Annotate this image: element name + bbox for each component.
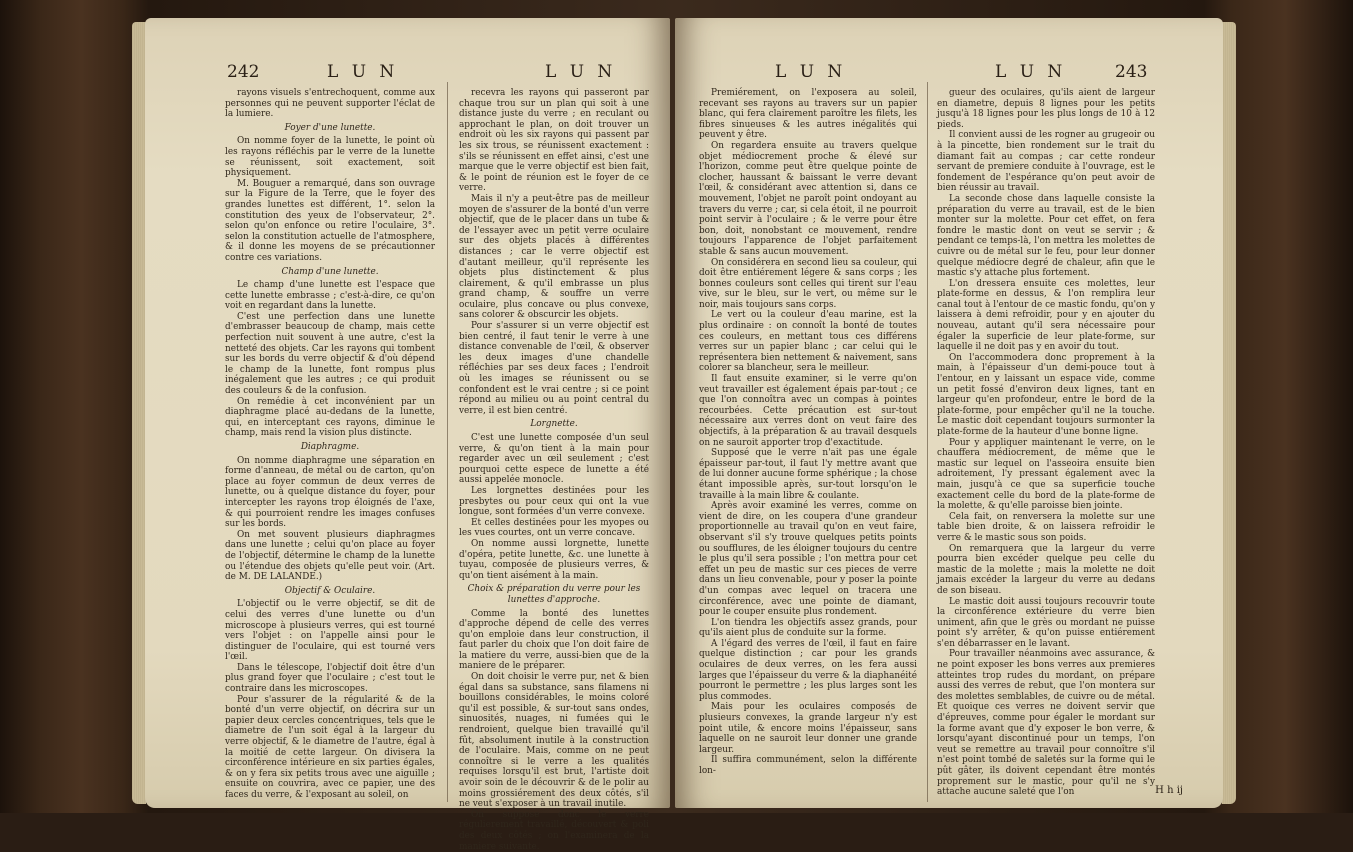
paragraph: Premiérement, on l'exposera au soleil, recevant ses rayons au travers sur un papier blanc, qui fera clairement paroître les filets, les fibres sinueuses & les autres inégalités qui peuvent y être.	[699, 88, 917, 141]
column-rule-right	[927, 82, 928, 802]
left-page-column-1	[225, 88, 435, 801]
paragraph: M. Bouguer a remarqué, dans son ouvrage sur la Figure de la Terre, que le foyer des grandes lunettes est différent, 1°. selon la constitution des yeux de l'observateur, 2°. selon qu'on enfonce ou retire l'oculaire, 3°. selon la constitution actuelle de l'atmosphere, & il donne les moyens de se précautionner contre ces variations.	[225, 178, 435, 263]
paragraph: Pour y appliquer maintenant le verre, on le chauffera médiocrement, de même que le mastic sur lequel on l'asseoira ensuite bien adroitement, l'y pressant également avec la main, jusqu'à ce que sa superficie touche exactement celle du bord de la plate-forme de la molette, & qu'elle paroisse bien jointe.	[937, 437, 1155, 512]
signature-mark: H h ij	[1155, 785, 1183, 796]
right-page-column-2	[937, 88, 1155, 798]
paragraph: Comme la bonté des lunettes d'approche dépend de celle des verres qu'on emploie dans leur construction, il faut parler du choix que l'on doit faire de la matiere du verre, aussi-bien que de la maniere de le préparer.	[459, 608, 649, 672]
section-heading: Objectif & Oculaire.	[284, 585, 376, 596]
paragraph: On nomme diaphragme une séparation en forme d'anneau, de métal ou de carton, qu'on place au foyer commun de deux verres de lunette, ou à quelque distance du foyer, pour intercepter les rayons trop éloignés de l'axe, & qui pourroient rendre les images confuses sur les bords.	[225, 455, 435, 530]
paragraph: Il convient aussi de les rogner au grugeoir ou à la pincette, bien rondement sur le trait du diamant fait au compas ; car cette rondeur servant de premiere conduite à l'ouvrage, est le fondement de l'espérance qu'on peut avoir de bien réussir au travail.	[937, 130, 1155, 194]
page-number-right: 243	[1115, 62, 1148, 82]
paragraph: Et celles destinées pour les myopes ou les vues courtes, ont un verre concave.	[459, 517, 649, 539]
paragraph: Cela fait, on renversera la molette sur une table bien droite, & on laissera refroidir le verre & le mastic sous son poids.	[937, 511, 1155, 543]
page-edges-right	[1222, 22, 1236, 804]
paragraph: rayons visuels s'entrechoquent, comme aux personnes qui ne peuvent supporter l'éclat de la lumiere.	[225, 88, 435, 120]
paragraph: Mais pour les oculaires composés de plusieurs convexes, la grande largeur n'y est point utile, & encore moins l'épaisseur, sans laquelle on ne sauroit leur donner une grande largeur.	[699, 702, 917, 755]
paragraph: Pour s'assurer de la régularité & de la bonté d'un verre objectif, on décrira sur un papier deux cercles concentriques, tels que le diametre de l'un soit égal à la largeur du verre objectif, & le diametre de l'autre, égal à la moitié de cette largeur. On divisera la circonférence intérieure en six parties égales, & on y fera six petits trous avec une aiguille ; ensuite on couvrira, avec ce papier, une des faces du verre, & l'exposant au soleil, on	[225, 694, 435, 800]
paragraph: On remarquera que la largeur du verre pourra bien excéder quelque peu celle du mastic de la molette ; mais la molette ne doit jamais excéder la largeur du verre au dedans de son biseau.	[937, 543, 1155, 596]
paragraph: Pour s'assurer si un verre objectif est bien centré, il faut tenir le verre à une distance convenable de l'œil, & observer les deux images d'une chandelle réfléchies par ses deux faces ; l'endroit où les images se réunissent ou se confondent est le vrai centre ; si ce point répond au milieu ou au point central du verre, il est bien centré.	[459, 321, 649, 416]
running-head-right-col1: L U N	[775, 62, 847, 82]
section-heading: Champ d'une lunette.	[281, 266, 379, 277]
column-rule-left	[447, 82, 448, 802]
paragraph: On nomme aussi lorgnette, lunette d'opéra, petite lunette, &c. une lunette à tuyau, composée de plusieurs verres, & qu'on tient aisément à la main.	[459, 538, 649, 581]
paragraph: On l'accommodera donc proprement à la main, à l'épaisseur d'un demi-pouce tout à l'entour, en y laissant un espace vide, comme un petit fossé d'environ deux lignes, tant en largeur qu'en profondeur, entre le bord de la plate-forme, pour empêcher qu'il ne la touche. Le mastic doit cependant toujours surmonter la plate-forme de la hauteur d'une bonne ligne.	[937, 352, 1155, 437]
paragraph: C'est une lunette composée d'un seul verre, & qu'on tient à la main pour regarder avec un œil seulement ; c'est pourquoi cette espece de lunette a été aussi appelée monocle.	[459, 433, 649, 486]
paragraph: Après avoir examiné les verres, comme on vient de dire, on les coupera d'une grandeur proportionnelle au travail qu'on en veut faire, observant s'il s'y trouve quelques petits points ou soufflures, de les éloigner toujours du centre le plus qu'il sera possible ; l'on mettra pour cet effet un peu de mastic sur ces pieces de verre dans un lieu convenable, pour y poser la pointe d'un compas avec lequel on tracera une circonférence, avec une pointe de diamant, pour le couper ensuite plus rondement.	[699, 501, 917, 618]
section-heading: Diaphragme.	[300, 442, 360, 452]
paragraph: On nomme foyer de la lunette, le point où les rayons réfléchis par le verre de la lunette se réunissent, soit exactement, soit physiquement.	[225, 136, 435, 179]
running-head-left-col2: L U N	[545, 62, 617, 82]
paragraph: Supposé que le verre n'ait pas une égale épaisseur par-tout, il faut l'y mettre avant que de lui donner aucune forme sphérique ; la chose étant impossible après, sur-tout lorsqu'on le travaille à la main libre & coulante.	[699, 448, 917, 501]
paragraph: On suppose donc le verre régulierement travaillé, découvert & poli des deux côtés ; on l'examinera de la maniere suivante.	[459, 809, 649, 852]
paragraph: On met souvent plusieurs diaphragmes dans une lunette ; celui qu'on place au foyer de l'objectif, détermine le champ de la lunette ou l'étendue des objets qu'elle peut voir. (Art. de M. DE LALANDE.)	[225, 529, 435, 583]
paragraph: Le champ d'une lunette est l'espace que cette lunette embrasse ; c'est-à-dire, ce qu'on voit en regardant dans la lunette.	[225, 280, 435, 312]
running-head-left-col1: L U N	[327, 62, 399, 82]
paragraph: gueur des oculaires, qu'ils aient de largeur en diametre, depuis 8 lignes pour les petits jusqu'à 18 lignes pour les plus longs de 10 à 12 pieds.	[937, 88, 1155, 130]
paragraph: On doit choisir le verre pur, net & bien égal dans sa substance, sans filamens ni bouillons considérables, le moins coloré qu'il est possible, & sur-tout sans ondes, sinuosités, nuages, ni fumées qui le rendroient, quelque bien travaillé qu'il fût, absolument inutile à la construction de l'oculaire. Mais, comme on ne peut connoître si le verre a les qualités requises lorsqu'il est brut, l'artiste doit avoir soin de le découvrir & de le polir au moins grossiérement des deux côtés, s'il ne veut s'exposer à un travail inutile.	[459, 672, 649, 810]
section-heading: Choix & préparation du verre pour les lunettes d'approche.	[467, 584, 641, 605]
paragraph: L'objectif ou le verre objectif, se dit de celui des verres d'une lunette ou d'un microscope à plusieurs verres, qui est tourné vers l'objet : on l'appelle ainsi pour le distinguer de l'oculaire, qui est tourné vers l'œil.	[225, 599, 435, 663]
paragraph: L'on dressera ensuite ces molettes, leur plate-forme en dessus, & l'on remplira leur canal tout à l'entour de ce mastic fondu, qu'on y laissera à demi refroidir, pour y en ajouter du nouveau, autant qu'il sera nécessaire pour égaler la superficie de leur plate-forme, sur laquelle il ne doit pas y en avoir du tout.	[937, 278, 1155, 353]
paragraph: Le mastic doit aussi toujours recouvrir toute la circonférence extérieure du verre bien uniment, afin que le grès ou mordant ne puisse point s'y arrêter, & qu'on puisse entiérement s'en débarrasser en le lavant.	[937, 596, 1155, 649]
paragraph: Pour travailler néanmoins avec assurance, & ne point exposer les bons verres aux premieres atteintes trop rudes du mordant, on prépare aussi des verres de rebut, que l'on montera sur des molettes semblables, de cuivre ou de métal. Et quoique ces verres ne doivent servir que d'épreuves, comme pour égaler le mordant sur la forme avant que d'y exposer le bon verre, & lorsqu'ayant discontinué pour un temps, l'on veut se remettre au travail pour connoître s'il n'est point tombé de saletés sur la forme qui le pût gâter, ils doivent cependant être montés proprement sur le mastic, pour qu'il ne s'y attache aucune saleté que l'on	[937, 649, 1155, 798]
paragraph: Les lorgnettes destinées pour les presbytes ou pour ceux qui ont la vue longue, sont formées d'un verre convexe.	[459, 485, 649, 518]
paragraph: On regardera ensuite au travers quelque objet médiocrement proche & élevé sur l'horizon, comme peut être quelque pointe de clocher, haussant & baissant le verre devant l'œil, & considérant avec attention si, dans ce mouvement, l'objet ne paroît point ondoyant au travers du verre ; car, si cela étoit, il ne pourroit point servir à l'oculaire ; & le verre pour être bon, doit, nonobstant ce mouvement, rendre toujours l'apparence de l'objet parfaitement stable & sans aucun mouvement.	[699, 140, 917, 257]
paragraph: C'est une perfection dans une lunette d'embrasser beaucoup de champ, mais cette perfection nuit souvent à une autre, c'est la netteté des objets. Car les rayons qui tombent sur les bords du verre objectif & d'où dépend le champ de la lunette, font rompus plus inégalement que les autres ; ce qui produit des couleurs & de la confusion.	[225, 311, 435, 397]
paragraph: On considérera en second lieu sa couleur, qui doit être entiérement légere & sans corps ; les bonnes couleurs sont celles qui tirent sur l'eau vive, sur le bleu, sur le vert, ou même sur le noir, mais toujours sans corps.	[699, 257, 917, 310]
paragraph: Mais il n'y a peut-être pas de meilleur moyen de s'assurer de la bonté d'un verre objectif, que de le placer dans un tube & de l'essayer avec un petit verre oculaire sur des objets placés à différentes distances ; car le verre objectif est d'autant meilleur, qu'il représente les objets plus distinctement & plus clairement, & qu'il embrasse un plus grand champ, & souffre un verre oculaire, plus concave ou plus convexe, sans colorer & obscurcir les objets.	[459, 193, 649, 321]
paragraph: Dans le télescope, l'objectif doit être d'un plus grand foyer que l'oculaire ; c'est tout le contraire dans les microscopes.	[225, 662, 435, 695]
left-page-column-2	[459, 88, 649, 852]
left-page	[145, 18, 670, 852]
paragraph: recevra les rayons qui passeront par chaque trou sur un plan qui soit à une distance juste du verre ; en reculant ou approchant le plan, on doit trouver un endroit où les six rayons qui passent par les six trous, se réunissent exactement : s'ils se réunissent en effet ainsi, c'est une marque que le verre objectif est bien fait, & le point de réunion est le foyer de ce verre.	[459, 88, 649, 194]
section-heading: Lorgnette.	[530, 419, 578, 430]
paragraph: Il suffira communément, selon la différente lon-	[699, 755, 917, 776]
paragraph: La seconde chose dans laquelle consiste la préparation du verre au travail, est de le bien monter sur la molette. Pour cet effet, on fera fondre le mastic dont on veut se servir ; & pendant ce temps-là, l'on mettra les molettes de cuivre ou de métal sur le feu, pour leur donner quelque médiocre degré de chaleur, afin que le mastic s'y attache plus fortement.	[937, 193, 1155, 279]
paragraph: L'on tiendra les objectifs assez grands, pour qu'ils aient plus de conduite sur la forme.	[699, 617, 917, 639]
paragraph: On remédie à cet inconvénient par un diaphragme placé au-dedans de la lunette, qui, en interceptant ces rayons, diminue le champ, mais rend la vision plus distincte.	[225, 396, 435, 439]
paragraph: Le vert ou la couleur d'eau marine, est la plus ordinaire : on connoît la bonté de toutes ces couleurs, en mettant tous ces différens verres sur un papier blanc ; car celui qui le représentera bien nettement & naivement, sans colorer sa blancheur, sera le meilleur.	[699, 310, 917, 374]
right-page	[675, 18, 1223, 808]
page-edges-left	[132, 22, 146, 804]
section-heading: Foyer d'une lunette.	[284, 122, 376, 133]
paragraph: Il faut ensuite examiner, si le verre qu'on veut travailler est également épais par-tout ; ce que l'on connoîtra avec un compas à pointes recourbées. Cette précaution est sur-tout nécessaire aux verres dont on veut faire des objectifs, à la préparation & au travail desquels on ne sauroit apporter trop d'exactitude.	[699, 374, 917, 448]
page-number-left: 242	[227, 62, 260, 82]
running-head-right-col2: L U N	[995, 62, 1067, 82]
right-page-column-1	[699, 88, 917, 777]
paragraph: A l'égard des verres de l'œil, il faut en faire quelque distinction ; car pour les grands oculaires de deux verres, on les fera aussi larges que l'épaisseur du verre & la diaphanéité pourront le permettre ; les plus larges sont les plus commodes.	[699, 638, 917, 702]
